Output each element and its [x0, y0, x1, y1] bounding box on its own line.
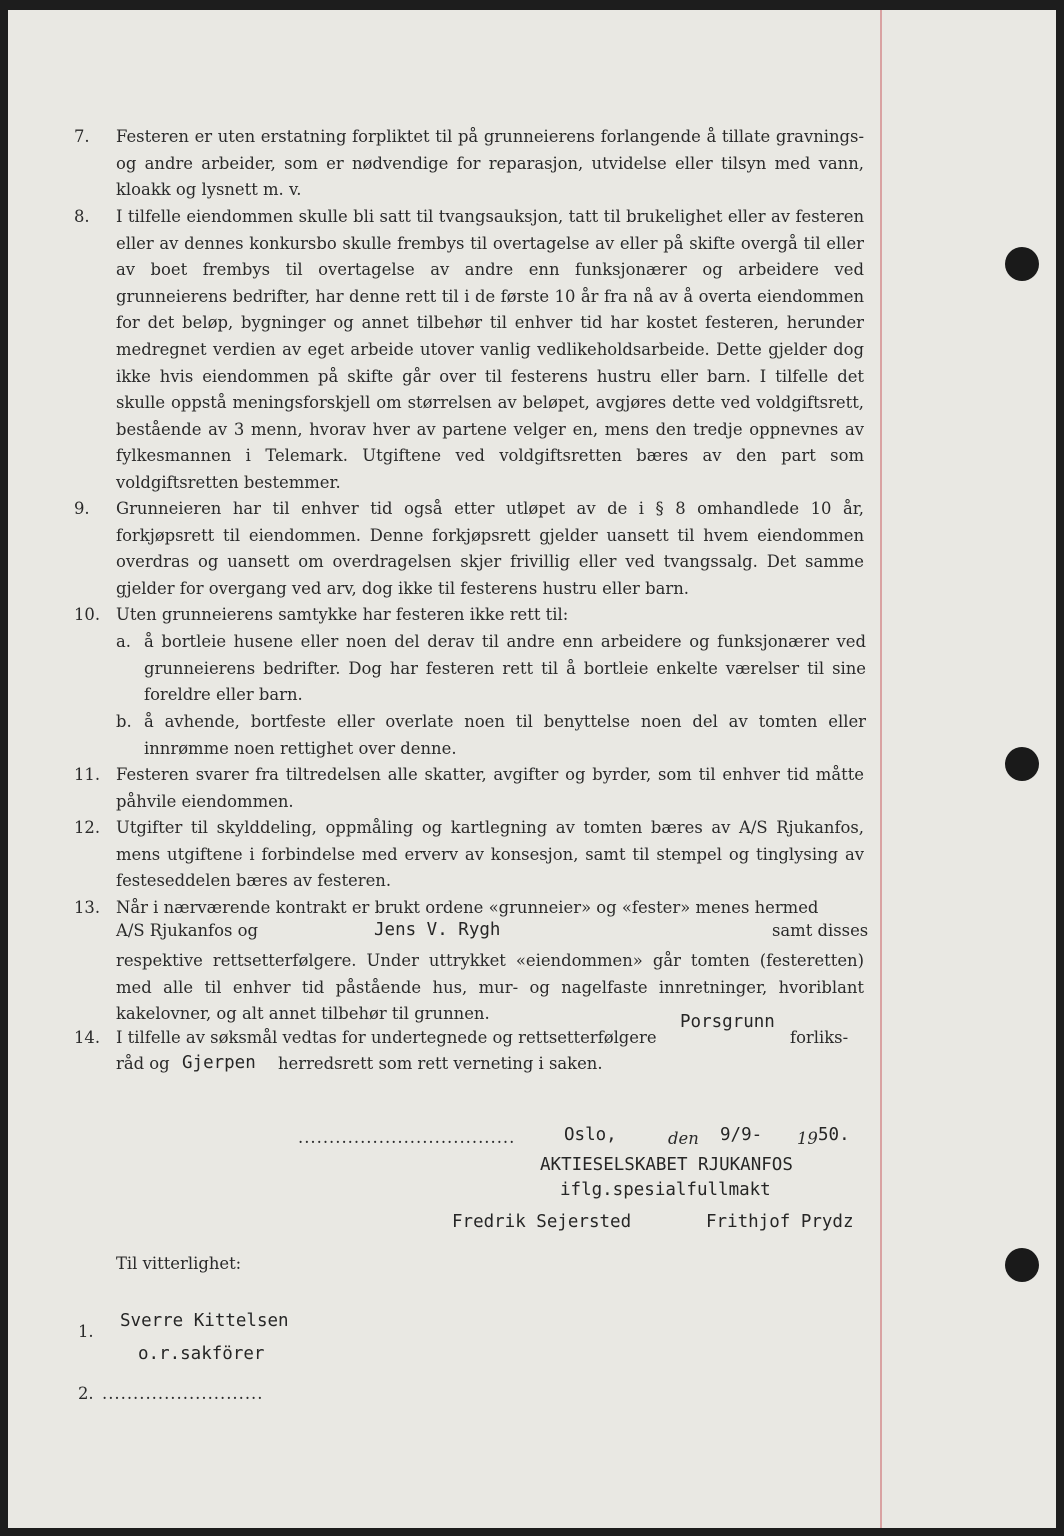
clause-14-tail2b: herredsrett som rett verneting i saken. [278, 1054, 603, 1073]
clause-text-rest: respektive rettsetterfølgere. Under uttrykket «eiendommen» går tomten (festeretten) med alle til enhver tid påstående hus, mur- og nagelfaste innretninger, hvoriblant kakelovner, og alt annet tilbehør til grunnen. [116, 951, 864, 1024]
clause-text: Festeren svarer fra tiltredelsen alle skatter, avgifter og byrder, som til enhver tid måtte påhvile eiendommen. [116, 765, 864, 811]
clause-14-tail1: forliks- [790, 1028, 849, 1047]
clause-number: 9. [74, 499, 90, 518]
signature-year-prefix: 19 [797, 1129, 818, 1148]
clause-10 [74, 602, 864, 629]
item-text: å bortleie husene eller noen del derav til andre enn arbeidere og funksjonærer ved grunneierens bedrifter. Dog har festeren rett til å bortleie enkelte værelser til sine foreldre eller barn. [144, 632, 866, 705]
witness-1-name: Sverre Kittelsen [120, 1311, 289, 1331]
item-text: å avhende, bortfeste eller overlate noen til benyttelse noen del av tomten eller innrømme noen rettighet over denne. [144, 712, 866, 758]
clause-14-district-typed: Gjerpen [182, 1053, 256, 1073]
clause-number: 10. [74, 605, 101, 624]
clause-text: Utgifter til skylddeling, oppmåling og kartlegning av tomten bæres av A/S Rjukanfos, mens utgiftene i forbindelse med erverv av konsesjon, samt til stempel og tinglysing av festeseddelen bæres av festeren. [116, 818, 864, 891]
clause-number: 8. [74, 207, 90, 226]
signature-company: AKTIESELSKABET RJUKANFOS [540, 1155, 793, 1175]
punch-hole-icon [1005, 747, 1039, 781]
signature-place-typed: Oslo, [564, 1125, 617, 1145]
clause-12 [74, 815, 864, 895]
clause-number: 7. [74, 127, 90, 146]
clause-number: 11. [74, 765, 101, 784]
clause-text-line1: Når i nærværende kontrakt er brukt ordene «grunneier» og «fester» menes hermed [116, 898, 819, 917]
clause-10-item-b [116, 709, 866, 762]
clause-13 [74, 895, 864, 922]
signature-signer-1: Fredrik Sejersted [452, 1212, 632, 1232]
punch-hole-icon [1005, 247, 1039, 281]
witness-2-dots: .......................... [102, 1384, 264, 1403]
item-label: b. [116, 712, 132, 731]
clause-text: Festeren er uten erstatning forpliktet til på grunneierens forlangende å tillate gravnings- og andre arbeider, som er nødvendige for reparasjon, utvidelse eller tilsyn med vann, kloakk og lysnett m. v. [116, 127, 864, 200]
clause-text: Grunneieren har til enhver tid også etter utløpet av de i § 8 omhandlede 10 år, forkjøpsrett til eiendommen. Denne forkjøpsrett gjelder uansett til hvem eiendommen overdras og uansett om overdragelsen skjer frivillig eller ved tvangssalg. Det samme gjelder for overgang ved arv, dog ikke til festerens hustru eller barn. [116, 499, 864, 598]
clause-9 [74, 496, 864, 602]
signature-authority: iflg.spesialfullmakt [560, 1180, 771, 1200]
signature-date-typed: 9/9- [720, 1125, 763, 1145]
clause-7 [74, 124, 864, 204]
clause-13-party-tail: samt disses [772, 921, 869, 940]
clause-13-party-b-typed: Jens V. Rygh [374, 920, 501, 940]
document-page [8, 10, 1056, 1528]
clause-text: I tilfelle eiendommen skulle bli satt til tvangsauksjon, tatt til brukelighet eller av festeren eller av dennes konkursbo skulle frembys til overtagelse av eller på skifte overgå til eller av boet frembys til overtagelse av andre enn funksjonærer og arbeidere ved grunneierens bedrifter, har denne rett til i de første 10 år fra nå av å overta eiendommen for det beløp, bygninger og annet tilbehør til enhver tid har kostet festeren, herunder medregnet verdien av eget arbeide utover vanlig vedlikeholdsarbeide. Dette gjelder dog ikke hvis eiendommen på skifte går over til festerens hustru eller barn. I tilfelle det skulle oppstå meningsforskjell om størrelsen av beløpet, avgjøres dette ved voldgiftsrett, bestående av 3 menn, hvorav hver av partene velger en, mens den tredje oppnevnes av fylkesmannen i Telemark. Utgiftene ved voldgiftsretten bæres av den part som voldgiftsretten bestemmer. [116, 207, 864, 492]
signature-year-suffix-typed: 50. [818, 1125, 850, 1145]
clause-13-party-a: A/S Rjukanfos og [116, 921, 258, 940]
witness-heading: Til vitterlighet: [116, 1254, 242, 1273]
signature-signer-2: Frithjof Prydz [706, 1212, 854, 1232]
witness-1-number: 1. [78, 1322, 94, 1341]
punch-hole-icon [1005, 1248, 1039, 1282]
witness-1-title: o.r.sakförer [138, 1344, 265, 1364]
clause-14-number: 14. [74, 1028, 101, 1047]
clause-14-lead: I tilfelle av søksmål vedtas for undertegnede og rettsetterfølgere [116, 1028, 657, 1047]
clause-text: Uten grunneierens samtykke har festeren ikke rett til: [116, 605, 569, 624]
witness-2-number: 2. [78, 1384, 94, 1403]
signature-den: den [668, 1129, 699, 1148]
red-margin-line [880, 10, 882, 1528]
clause-11 [74, 762, 864, 815]
item-label: a. [116, 632, 131, 651]
signature-place-dots: ................................... [298, 1128, 516, 1147]
clause-number: 12. [74, 818, 101, 837]
clause-10-item-a [116, 629, 866, 709]
clause-14-tail2a: råd og [116, 1054, 170, 1073]
clause-14-court-place-typed: Porsgrunn [680, 1012, 775, 1032]
clause-8 [74, 204, 864, 497]
clause-number: 13. [74, 898, 101, 917]
